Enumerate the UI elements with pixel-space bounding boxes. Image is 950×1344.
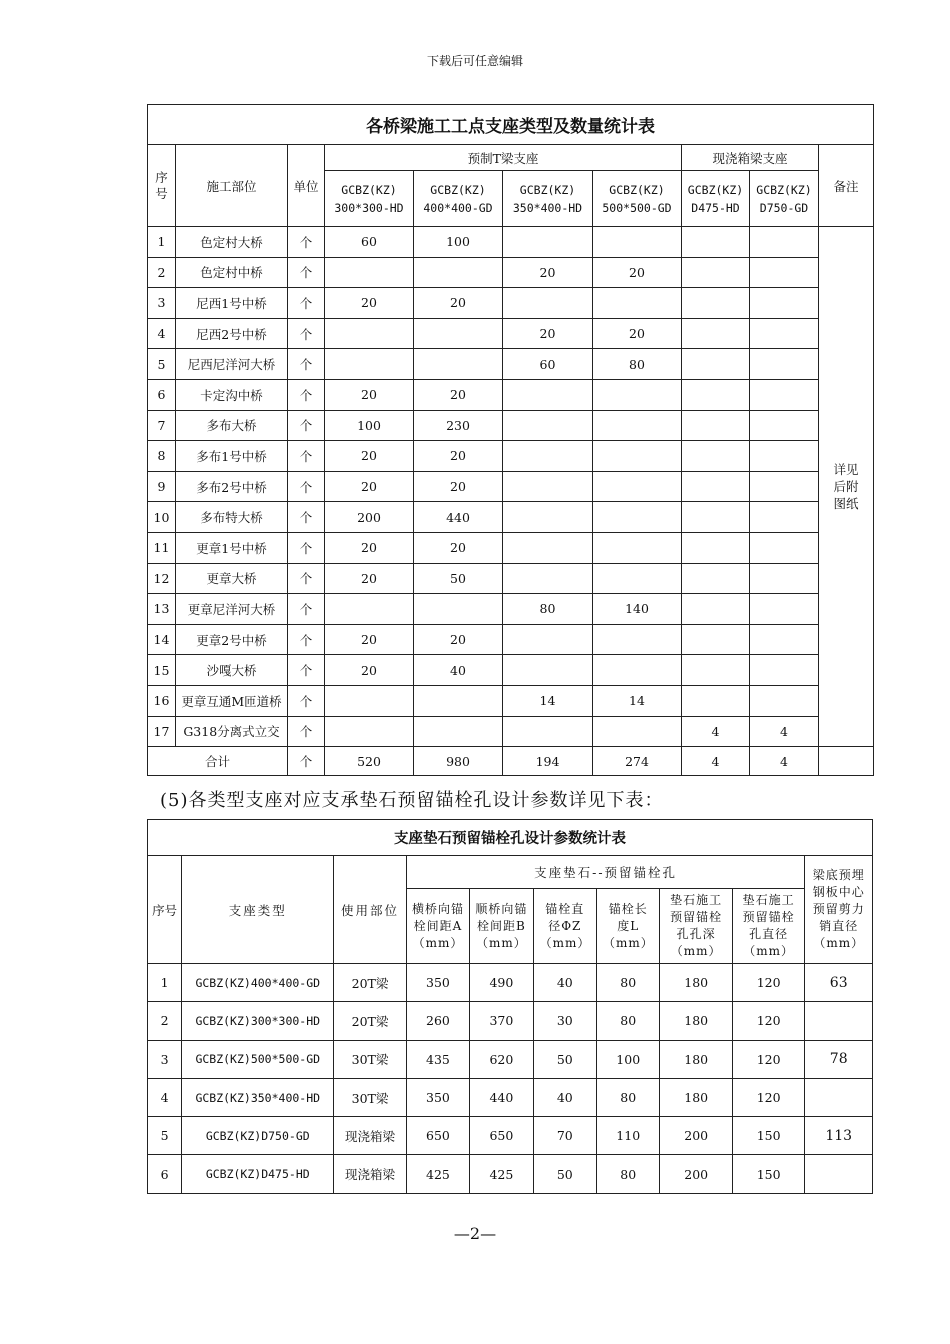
quantity-cell: 20 <box>414 532 503 563</box>
t1-type-header: GCBZ(KZ) 300*300-HD <box>325 171 414 227</box>
parameter-cell: 260 <box>406 1002 469 1040</box>
row-number: 15 <box>148 655 176 686</box>
usage-location: 20T梁 <box>334 964 406 1002</box>
table-row <box>148 227 874 258</box>
quantity-cell: 14 <box>593 685 682 716</box>
t1-type-header: GCBZ(KZ) 500*500-GD <box>593 171 682 227</box>
table-row <box>148 502 874 533</box>
parameter-cell: 350 <box>406 1078 469 1116</box>
parameter-cell: 200 <box>660 1117 732 1155</box>
table-row <box>148 1117 873 1155</box>
t1-header-group-t: 预制T梁支座 <box>325 145 682 171</box>
parameter-cell: 40 <box>533 964 596 1002</box>
bearing-type: GCBZ(KZ)350*400-HD <box>182 1078 334 1116</box>
parameter-cell: 440 <box>470 1078 533 1116</box>
row-unit: 个 <box>288 318 325 349</box>
parameter-cell: 80 <box>597 1155 660 1193</box>
quantity-cell: 20 <box>414 624 503 655</box>
row-number: 10 <box>148 502 176 533</box>
row-number: 13 <box>148 594 176 625</box>
parameter-cell: 150 <box>732 1155 804 1193</box>
quantity-cell: 4 <box>682 716 750 747</box>
parameter-cell: 620 <box>470 1040 533 1078</box>
quantity-cell <box>593 502 682 533</box>
bearing-type: GCBZ(KZ)500*500-GD <box>182 1040 334 1078</box>
quantity-cell <box>503 624 593 655</box>
row-number: 8 <box>148 441 176 472</box>
bridge-name: 卡定沟中桥 <box>176 379 288 410</box>
quantity-cell <box>593 532 682 563</box>
parameter-cell: 425 <box>470 1155 533 1193</box>
row-unit: 个 <box>288 532 325 563</box>
quantity-cell <box>414 685 503 716</box>
parameter-cell: 350 <box>406 964 469 1002</box>
bridge-name: 色定村中桥 <box>176 257 288 288</box>
row-number: 12 <box>148 563 176 594</box>
table-row <box>148 1155 873 1193</box>
quantity-cell: 20 <box>325 379 414 410</box>
row-number: 2 <box>148 1002 182 1040</box>
quantity-cell <box>503 471 593 502</box>
t2-param-header: 顺桥向锚栓间距B（mm） <box>470 889 533 964</box>
bridge-name: 尼西1号中桥 <box>176 288 288 319</box>
table-row <box>148 379 874 410</box>
parameter-cell: 180 <box>660 964 732 1002</box>
t1-type-header: GCBZ(KZ) D475-HD <box>682 171 750 227</box>
quantity-cell <box>414 594 503 625</box>
row-number: 5 <box>148 349 176 380</box>
row-number: 16 <box>148 685 176 716</box>
table1-title: 各桥梁施工工点支座类型及数量统计表 <box>148 105 874 145</box>
quantity-cell <box>750 655 819 686</box>
quantity-cell <box>750 227 819 258</box>
t2-header-use: 使用部位 <box>334 856 406 964</box>
quantity-cell: 20 <box>325 532 414 563</box>
t2-header-seq: 序号 <box>148 856 182 964</box>
bridge-name: 更章尼洋河大桥 <box>176 594 288 625</box>
usage-location: 20T梁 <box>334 1002 406 1040</box>
t2-param-header: 横桥向锚栓间距A（mm） <box>406 889 469 964</box>
quantity-cell: 20 <box>325 441 414 472</box>
quantity-cell <box>503 379 593 410</box>
quantity-cell: 100 <box>325 410 414 441</box>
quantity-cell: 100 <box>414 227 503 258</box>
total-cell: 4 <box>750 747 819 776</box>
row-number: 17 <box>148 716 176 747</box>
row-number: 1 <box>148 964 182 1002</box>
row-number: 2 <box>148 257 176 288</box>
row-unit: 个 <box>288 379 325 410</box>
table-row <box>148 288 874 319</box>
parameter-cell: 180 <box>660 1078 732 1116</box>
quantity-cell <box>682 288 750 319</box>
parameter-cell: 490 <box>470 964 533 1002</box>
bridge-name: 更章1号中桥 <box>176 532 288 563</box>
t1-header-seq: 序号 <box>148 145 176 227</box>
quantity-cell <box>593 441 682 472</box>
parameter-cell: 70 <box>533 1117 596 1155</box>
quantity-cell <box>503 655 593 686</box>
quantity-cell <box>750 624 819 655</box>
parameter-cell: 180 <box>660 1002 732 1040</box>
quantity-cell <box>682 318 750 349</box>
quantity-cell <box>593 227 682 258</box>
row-number: 11 <box>148 532 176 563</box>
bridge-name: 尼西尼洋河大桥 <box>176 349 288 380</box>
parameter-cell: 200 <box>660 1155 732 1193</box>
section-text: (5)各类型支座对应支承垫石预留锚栓孔设计参数详见下表： <box>160 790 664 811</box>
quantity-cell: 140 <box>593 594 682 625</box>
anchor-hole-parameter-table <box>147 819 873 1194</box>
quantity-cell <box>682 410 750 441</box>
table-row <box>148 318 874 349</box>
bridge-name: 更章2号中桥 <box>176 624 288 655</box>
t1-header-group-box: 现浇箱梁支座 <box>682 145 819 171</box>
quantity-cell: 200 <box>325 502 414 533</box>
parameter-cell: 80 <box>597 964 660 1002</box>
quantity-cell <box>503 716 593 747</box>
quantity-cell: 60 <box>325 227 414 258</box>
parameter-cell: 30 <box>533 1002 596 1040</box>
quantity-cell <box>325 257 414 288</box>
quantity-cell: 20 <box>503 257 593 288</box>
row-number: 6 <box>148 379 176 410</box>
table-row <box>148 471 874 502</box>
table-row <box>148 655 874 686</box>
row-number: 4 <box>148 318 176 349</box>
bridge-name: 色定村大桥 <box>176 227 288 258</box>
table-row <box>148 441 874 472</box>
shear-pin-diameter: 78 <box>805 1040 873 1078</box>
row-unit: 个 <box>288 288 325 319</box>
quantity-cell <box>325 685 414 716</box>
quantity-cell <box>503 502 593 533</box>
row-unit: 个 <box>288 471 325 502</box>
bridge-name: 更章大桥 <box>176 563 288 594</box>
usage-location: 30T梁 <box>334 1078 406 1116</box>
quantity-cell: 20 <box>325 563 414 594</box>
bridge-name: 尼西2号中桥 <box>176 318 288 349</box>
quantity-cell: 4 <box>750 716 819 747</box>
t1-type-header: GCBZ(KZ) D750-GD <box>750 171 819 227</box>
quantity-cell: 14 <box>503 685 593 716</box>
total-row <box>148 747 874 776</box>
row-number: 3 <box>148 1040 182 1078</box>
quantity-cell <box>682 441 750 472</box>
parameter-cell: 80 <box>597 1002 660 1040</box>
quantity-cell: 230 <box>414 410 503 441</box>
quantity-cell <box>750 502 819 533</box>
page-header: 下载后可任意编辑 <box>426 54 523 68</box>
parameter-cell: 50 <box>533 1040 596 1078</box>
parameter-cell: 650 <box>406 1117 469 1155</box>
row-number: 7 <box>148 410 176 441</box>
quantity-cell: 20 <box>503 318 593 349</box>
t2-param-header: 垫石施工预留锚栓孔孔深（mm） <box>660 889 732 964</box>
quantity-cell <box>593 288 682 319</box>
quantity-cell <box>682 349 750 380</box>
total-cell: 980 <box>414 747 503 776</box>
t2-header-group: 支座垫石--预留锚栓孔 <box>406 856 805 889</box>
bridge-name: 多布1号中桥 <box>176 441 288 472</box>
shear-pin-diameter: 113 <box>805 1117 873 1155</box>
table-row <box>148 532 874 563</box>
quantity-cell <box>750 318 819 349</box>
quantity-cell <box>750 410 819 441</box>
row-unit: 个 <box>288 594 325 625</box>
row-number: 6 <box>148 1155 182 1193</box>
table-row <box>148 716 874 747</box>
t2-param-header: 锚栓长度L（mm） <box>597 889 660 964</box>
quantity-cell: 20 <box>593 257 682 288</box>
table-row <box>148 685 874 716</box>
quantity-cell <box>503 410 593 441</box>
quantity-cell <box>593 624 682 655</box>
quantity-cell: 440 <box>414 502 503 533</box>
quantity-cell: 60 <box>503 349 593 380</box>
table-row <box>148 964 873 1002</box>
bridge-name: 沙嘎大桥 <box>176 655 288 686</box>
t1-header-unit: 单位 <box>288 145 325 227</box>
row-unit: 个 <box>288 655 325 686</box>
quantity-cell <box>414 349 503 380</box>
quantity-cell <box>750 349 819 380</box>
quantity-cell: 20 <box>593 318 682 349</box>
quantity-cell <box>682 532 750 563</box>
row-unit: 个 <box>288 563 325 594</box>
parameter-cell: 40 <box>533 1078 596 1116</box>
parameter-cell: 120 <box>732 964 804 1002</box>
shear-pin-diameter: 63 <box>805 964 873 1002</box>
total-label: 合计 <box>148 747 288 776</box>
bridge-name: 更章互通M匝道桥 <box>176 685 288 716</box>
bridge-name: G318分离式立交 <box>176 716 288 747</box>
quantity-cell <box>414 257 503 288</box>
quantity-cell: 20 <box>325 624 414 655</box>
quantity-cell: 20 <box>325 288 414 319</box>
table-row <box>148 1002 873 1040</box>
row-unit: 个 <box>288 257 325 288</box>
total-cell: 4 <box>682 747 750 776</box>
table-row <box>148 594 874 625</box>
row-number: 5 <box>148 1117 182 1155</box>
quantity-cell: 20 <box>414 441 503 472</box>
quantity-cell: 20 <box>414 288 503 319</box>
table-row <box>148 410 874 441</box>
quantity-cell <box>593 563 682 594</box>
quantity-cell <box>682 227 750 258</box>
row-unit: 个 <box>288 227 325 258</box>
quantity-cell <box>593 716 682 747</box>
quantity-cell <box>325 594 414 625</box>
quantity-cell <box>682 685 750 716</box>
page-number: —2— <box>453 1224 497 1243</box>
quantity-cell <box>682 502 750 533</box>
quantity-cell <box>750 441 819 472</box>
usage-location: 现浇箱梁 <box>334 1155 406 1193</box>
quantity-cell <box>682 594 750 625</box>
quantity-cell: 80 <box>593 349 682 380</box>
row-number: 1 <box>148 227 176 258</box>
table-row <box>148 1078 873 1116</box>
quantity-cell <box>503 532 593 563</box>
quantity-cell <box>593 410 682 441</box>
bearing-quantity-table <box>147 104 874 776</box>
table-row <box>148 349 874 380</box>
quantity-cell <box>503 227 593 258</box>
row-number: 4 <box>148 1078 182 1116</box>
bearing-type: GCBZ(KZ)D750-GD <box>182 1117 334 1155</box>
quantity-cell <box>682 563 750 594</box>
quantity-cell <box>682 471 750 502</box>
usage-location: 30T梁 <box>334 1040 406 1078</box>
table-row <box>148 1040 873 1078</box>
parameter-cell: 435 <box>406 1040 469 1078</box>
quantity-cell <box>750 471 819 502</box>
quantity-cell <box>682 379 750 410</box>
parameter-cell: 650 <box>470 1117 533 1155</box>
t1-header-remark: 备注 <box>819 145 874 227</box>
row-unit: 个 <box>288 441 325 472</box>
parameter-cell: 120 <box>732 1078 804 1116</box>
quantity-cell <box>750 288 819 319</box>
quantity-cell: 20 <box>325 471 414 502</box>
parameter-cell: 80 <box>597 1078 660 1116</box>
bearing-type: GCBZ(KZ)300*300-HD <box>182 1002 334 1040</box>
table-row <box>148 257 874 288</box>
quantity-cell <box>325 318 414 349</box>
shear-pin-diameter <box>805 1078 873 1116</box>
total-remark-cell <box>819 747 874 776</box>
total-unit: 个 <box>288 747 325 776</box>
bridge-name: 多布大桥 <box>176 410 288 441</box>
row-unit: 个 <box>288 410 325 441</box>
row-number: 9 <box>148 471 176 502</box>
quantity-cell <box>593 379 682 410</box>
t2-param-header: 锚栓直径ΦZ（mm） <box>533 889 596 964</box>
quantity-cell <box>325 716 414 747</box>
quantity-cell: 80 <box>503 594 593 625</box>
t2-header-type: 支座类型 <box>182 856 334 964</box>
quantity-cell <box>325 349 414 380</box>
row-unit: 个 <box>288 716 325 747</box>
bridge-name: 多布2号中桥 <box>176 471 288 502</box>
table2-title: 支座垫石预留锚栓孔设计参数统计表 <box>148 820 873 856</box>
bridge-name: 多布特大桥 <box>176 502 288 533</box>
usage-location: 现浇箱梁 <box>334 1117 406 1155</box>
table-row <box>148 624 874 655</box>
quantity-cell: 40 <box>414 655 503 686</box>
parameter-cell: 120 <box>732 1040 804 1078</box>
quantity-cell <box>750 532 819 563</box>
quantity-cell <box>682 624 750 655</box>
row-unit: 个 <box>288 685 325 716</box>
total-cell: 274 <box>593 747 682 776</box>
quantity-cell <box>414 318 503 349</box>
row-number: 3 <box>148 288 176 319</box>
remark-cell: 详见后附图纸 <box>819 227 874 747</box>
parameter-cell: 180 <box>660 1040 732 1078</box>
t2-header-pin: 梁底预埋钢板中心预留剪力销直径（mm） <box>805 856 873 964</box>
quantity-cell <box>503 288 593 319</box>
shear-pin-diameter <box>805 1002 873 1040</box>
quantity-cell: 20 <box>414 379 503 410</box>
row-number: 14 <box>148 624 176 655</box>
quantity-cell: 50 <box>414 563 503 594</box>
quantity-cell <box>593 471 682 502</box>
quantity-cell <box>414 716 503 747</box>
bearing-type: GCBZ(KZ)400*400-GD <box>182 964 334 1002</box>
quantity-cell: 20 <box>414 471 503 502</box>
quantity-cell: 20 <box>325 655 414 686</box>
quantity-cell <box>750 563 819 594</box>
table-row <box>148 563 874 594</box>
parameter-cell: 425 <box>406 1155 469 1193</box>
quantity-cell <box>750 257 819 288</box>
quantity-cell <box>750 685 819 716</box>
t2-param-header: 垫石施工预留锚栓孔直径（mm） <box>732 889 804 964</box>
quantity-cell <box>682 655 750 686</box>
quantity-cell <box>750 594 819 625</box>
parameter-cell: 370 <box>470 1002 533 1040</box>
parameter-cell: 100 <box>597 1040 660 1078</box>
t1-header-location: 施工部位 <box>176 145 288 227</box>
quantity-cell <box>682 257 750 288</box>
t1-type-header: GCBZ(KZ) 400*400-GD <box>414 171 503 227</box>
parameter-cell: 120 <box>732 1002 804 1040</box>
parameter-cell: 50 <box>533 1155 596 1193</box>
row-unit: 个 <box>288 349 325 380</box>
quantity-cell <box>503 441 593 472</box>
total-cell: 194 <box>503 747 593 776</box>
quantity-cell <box>593 655 682 686</box>
bearing-type: GCBZ(KZ)D475-HD <box>182 1155 334 1193</box>
row-unit: 个 <box>288 502 325 533</box>
row-unit: 个 <box>288 624 325 655</box>
quantity-cell <box>503 563 593 594</box>
parameter-cell: 150 <box>732 1117 804 1155</box>
t1-type-header: GCBZ(KZ) 350*400-HD <box>503 171 593 227</box>
shear-pin-diameter <box>805 1155 873 1193</box>
quantity-cell <box>750 379 819 410</box>
parameter-cell: 110 <box>597 1117 660 1155</box>
total-cell: 520 <box>325 747 414 776</box>
